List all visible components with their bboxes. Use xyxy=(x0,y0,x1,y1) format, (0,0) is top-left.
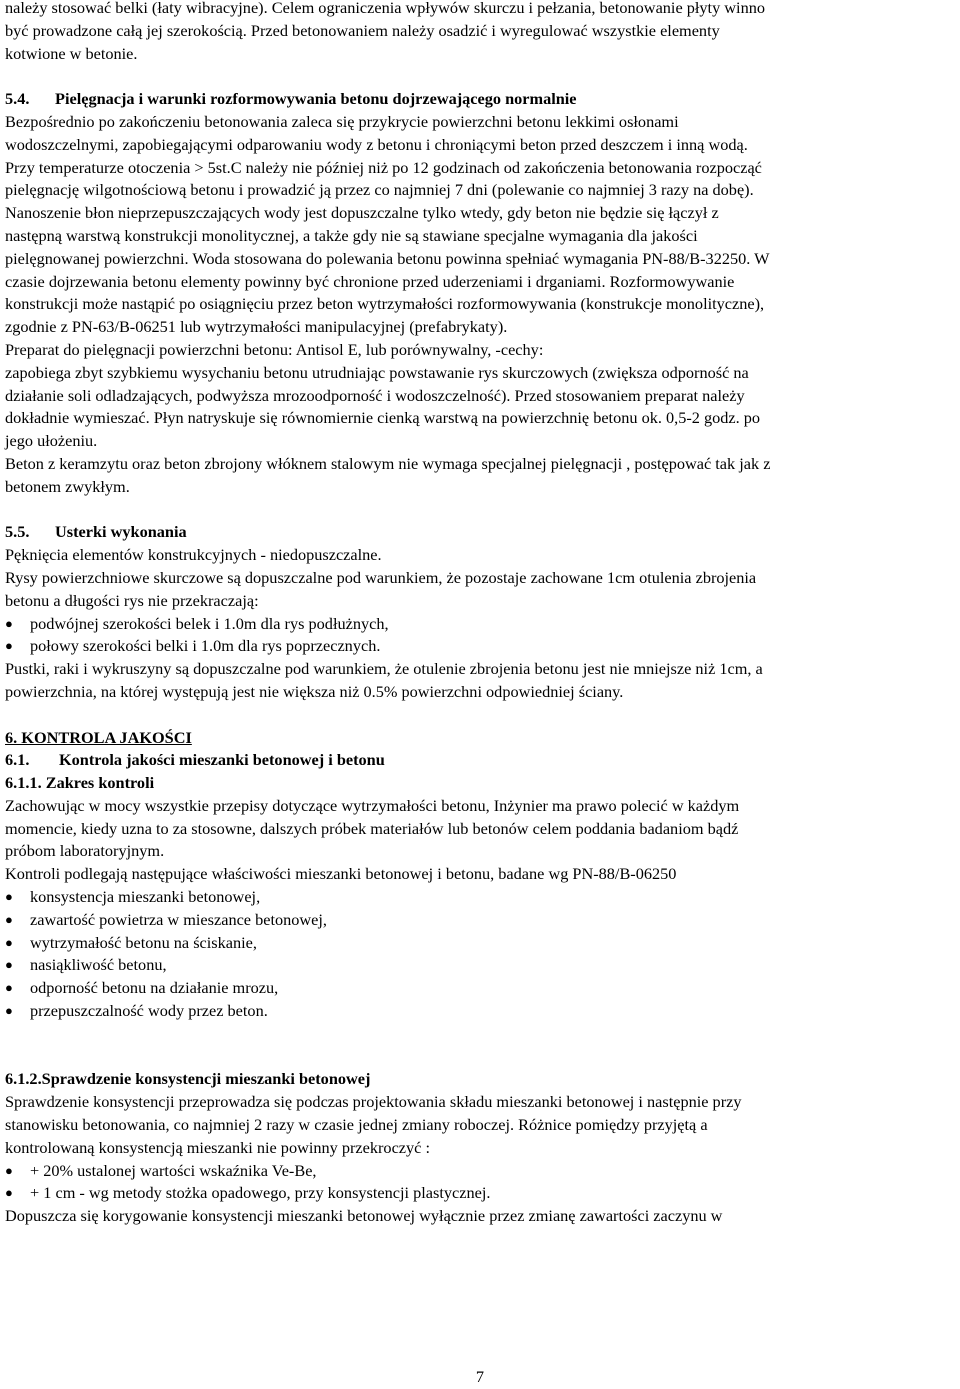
page-number: 7 xyxy=(475,1367,485,1386)
bullet-list xyxy=(5,886,955,1023)
text-line: Sprawdzenie konsystencji przeprowadza się podczas projektowania składu mieszanki betonowej i następnie przy xyxy=(5,1092,742,1112)
text-line: pielęgnowanej powierzchni. Woda stosowana do polewania betonu powinna spełniać wymagania PN-88/B-32250. W xyxy=(5,248,770,268)
text-line: zapobiega zbyt szybkiemu wysychaniu betonu utrudniając powstawanie rys skurczowych (zwiększa odporność na xyxy=(5,362,749,382)
list-item: ● + 1 cm - wg metody stożka opadowego, przy konsystencji plastycznej. xyxy=(5,1182,955,1205)
bullet-icon: ● xyxy=(5,1185,13,1201)
text-line: betonu a długości rys nie przekraczają: xyxy=(5,590,259,610)
bullet-icon: ● xyxy=(5,615,13,631)
text-line: dokładnie wymieszać. Płyn natryskuje się równomiernie cienką warstwą na powierzchnię betonu ok. 0,5-2 godz. po xyxy=(5,408,761,428)
bullet-icon: ● xyxy=(5,1003,13,1019)
text-line: być prowadzone całą jej szerokością. Przed betonowaniem należy osadzić i wyregulować wszystkie elementy xyxy=(5,20,720,40)
list-item: ● nasiąkliwość betonu, xyxy=(5,954,955,977)
section-heading-6-1-2: 6.1.2.Sprawdzenie konsystencji mieszanki betonowej xyxy=(5,1069,371,1089)
text-line: następną warstwą konstrukcji monolitycznej, a także gdy nie są stawiane specjalne wymagania dla jakości xyxy=(5,225,698,245)
text-line: jego ułożeniu. xyxy=(5,431,98,451)
text-line: Preparat do pielęgnacji powierzchni betonu: Antisol E, lub porównywalny, -cechy: xyxy=(5,339,544,359)
text-line: kontrolowaną konsystencją mieszanki nie powinny przekroczyć : xyxy=(5,1137,430,1157)
text-line: Rysy powierzchniowe skurczowe są dopuszczalne pod warunkiem, że pozostaje zachowane 1cm otulenia zbrojenia xyxy=(5,567,757,587)
bullet-icon: ● xyxy=(5,1162,13,1178)
list-item: ● konsystencja mieszanki betonowej, xyxy=(5,886,955,909)
section-heading-6-1: 6.1. Kontrola jakości mieszanki betonowej i betonu xyxy=(5,750,385,770)
bullet-icon: ● xyxy=(5,911,13,927)
text-line: wodoszczelnymi, zapobiegającymi odparowaniu wody z betonu i chroniącymi beton przed deszczem i inną wodą. xyxy=(5,134,748,154)
text-line: Nanoszenie błon nieprzepuszczających wody jest dopuszczalne tylko wtedy, gdy beton nie będzie się łączył z xyxy=(5,203,719,223)
text-line: momencie, kiedy uzna to za stosowne, dalszych próbek materiałów lub betonów celem poddania badaniom bądź xyxy=(5,818,739,838)
text-line: Bezpośrednio po zakończeniu betonowania zaleca się przykrycie powierzchni betonu lekkimi osłonami xyxy=(5,111,679,131)
document-page xyxy=(5,0,955,1228)
text-line: działanie soli odladzających, podwyższa mrozoodporność i wodoszczelność). Przed stosowaniem preparat należy xyxy=(5,385,745,405)
spacer xyxy=(5,65,955,88)
bullet-list xyxy=(5,1160,955,1206)
list-item: ● wytrzymałość betonu na ściskanie, xyxy=(5,932,955,955)
section-heading-6-1-1: 6.1.1. Zakres kontroli xyxy=(5,773,155,793)
text-line: próbom laboratoryjnym. xyxy=(5,841,165,861)
section-heading-5-4: 5.4. Pielęgnacja i warunki rozformowywania betonu dojrzewającego normalnie xyxy=(5,89,577,109)
list-item: ● połowy szerokości belki i 1.0m dla rys poprzecznych. xyxy=(5,635,955,658)
bullet-icon: ● xyxy=(5,638,13,654)
text-line: Kontroli podlegają następujące właściwości mieszanki betonowej i betonu, badane wg PN-88/B-06250 xyxy=(5,864,677,884)
text-line: czasie dojrzewania betonu elementy powinny być chronione przed uderzeniami i drganiami. Rozformowywanie xyxy=(5,271,735,291)
bullet-icon: ● xyxy=(5,889,13,905)
text-line: stanowisku betonowania, co najmniej 2 razy w czasie jednej zmiany roboczej. Różnice pomiędzy przyjętą a xyxy=(5,1115,708,1135)
text-line: kotwione w betonie. xyxy=(5,43,138,63)
list-item: ● podwójnej szerokości belek i 1.0m dla rys podłużnych, xyxy=(5,613,955,636)
bullet-list xyxy=(5,613,955,659)
bullet-icon: ● xyxy=(5,980,13,996)
bullet-icon: ● xyxy=(5,934,13,950)
text-line: Beton z keramzytu oraz beton zbrojony włóknem stalowym nie wymaga specjalnej pielęgnacji , postępować tak jak z xyxy=(5,453,771,473)
list-item: ● + 20% ustalonej wartości wskaźnika Ve-Be, xyxy=(5,1160,955,1183)
text-line: Przy temperaturze otoczenia > 5st.C należy nie później niż po 12 godzinach od zakończenia betonowania rozpocząć xyxy=(5,157,762,177)
text-line: konstrukcji może nastąpić po osiągnięciu przez beton wytrzymałości rozformowywania (konstrukcje monolityczne), xyxy=(5,294,765,314)
text-line: Zachowując w mocy wszystkie przepisy dotyczące wytrzymałości betonu, Inżynier ma prawo polecić w każdym xyxy=(5,795,740,815)
text-line: należy stosować belki (łaty wibracyjne). Celem ograniczenia wpływów skurczu i pełzania, betonowanie płyty winno xyxy=(5,0,765,17)
text-line: Pęknięcia elementów konstrukcyjnych - niedopuszczalne. xyxy=(5,545,382,565)
list-item: ● odporność betonu na działanie mrozu, xyxy=(5,977,955,1000)
text-line: Dopuszcza się korygowanie konsystencji mieszanki betonowej wyłącznie przez zmianę zawartości zaczynu w xyxy=(5,1206,723,1226)
spacer xyxy=(5,704,955,727)
spacer xyxy=(5,1023,955,1069)
section-heading-6: 6. KONTROLA JAKOŚCI xyxy=(5,727,192,747)
text-line: betonem zwykłym. xyxy=(5,476,130,496)
section-heading-5-5: 5.5. Usterki wykonania xyxy=(5,522,187,542)
spacer xyxy=(5,499,955,522)
list-item: ● zawartość powietrza w mieszance betonowej, xyxy=(5,909,955,932)
text-line: zgodnie z PN-63/B-06251 lub wytrzymałości manipulacyjnej (prefabrykaty). xyxy=(5,317,508,337)
list-item: ● przepuszczalność wody przez beton. xyxy=(5,1000,955,1023)
text-line: pielęgnację wilgotnościową betonu i prowadzić ją przez co najmniej 7 dni (polewanie co najmniej 3 razy na dobę). xyxy=(5,180,754,200)
text-line: powierzchnia, na której występują jest nie większa niż 0.5% powierzchni odpowiedniej ściany. xyxy=(5,681,624,701)
text-line: Pustki, raki i wykruszyny są dopuszczalne pod warunkiem, że otulenie zbrojenia betonu jest nie mniejsze niż 1cm, a xyxy=(5,659,763,679)
bullet-icon: ● xyxy=(5,957,13,973)
